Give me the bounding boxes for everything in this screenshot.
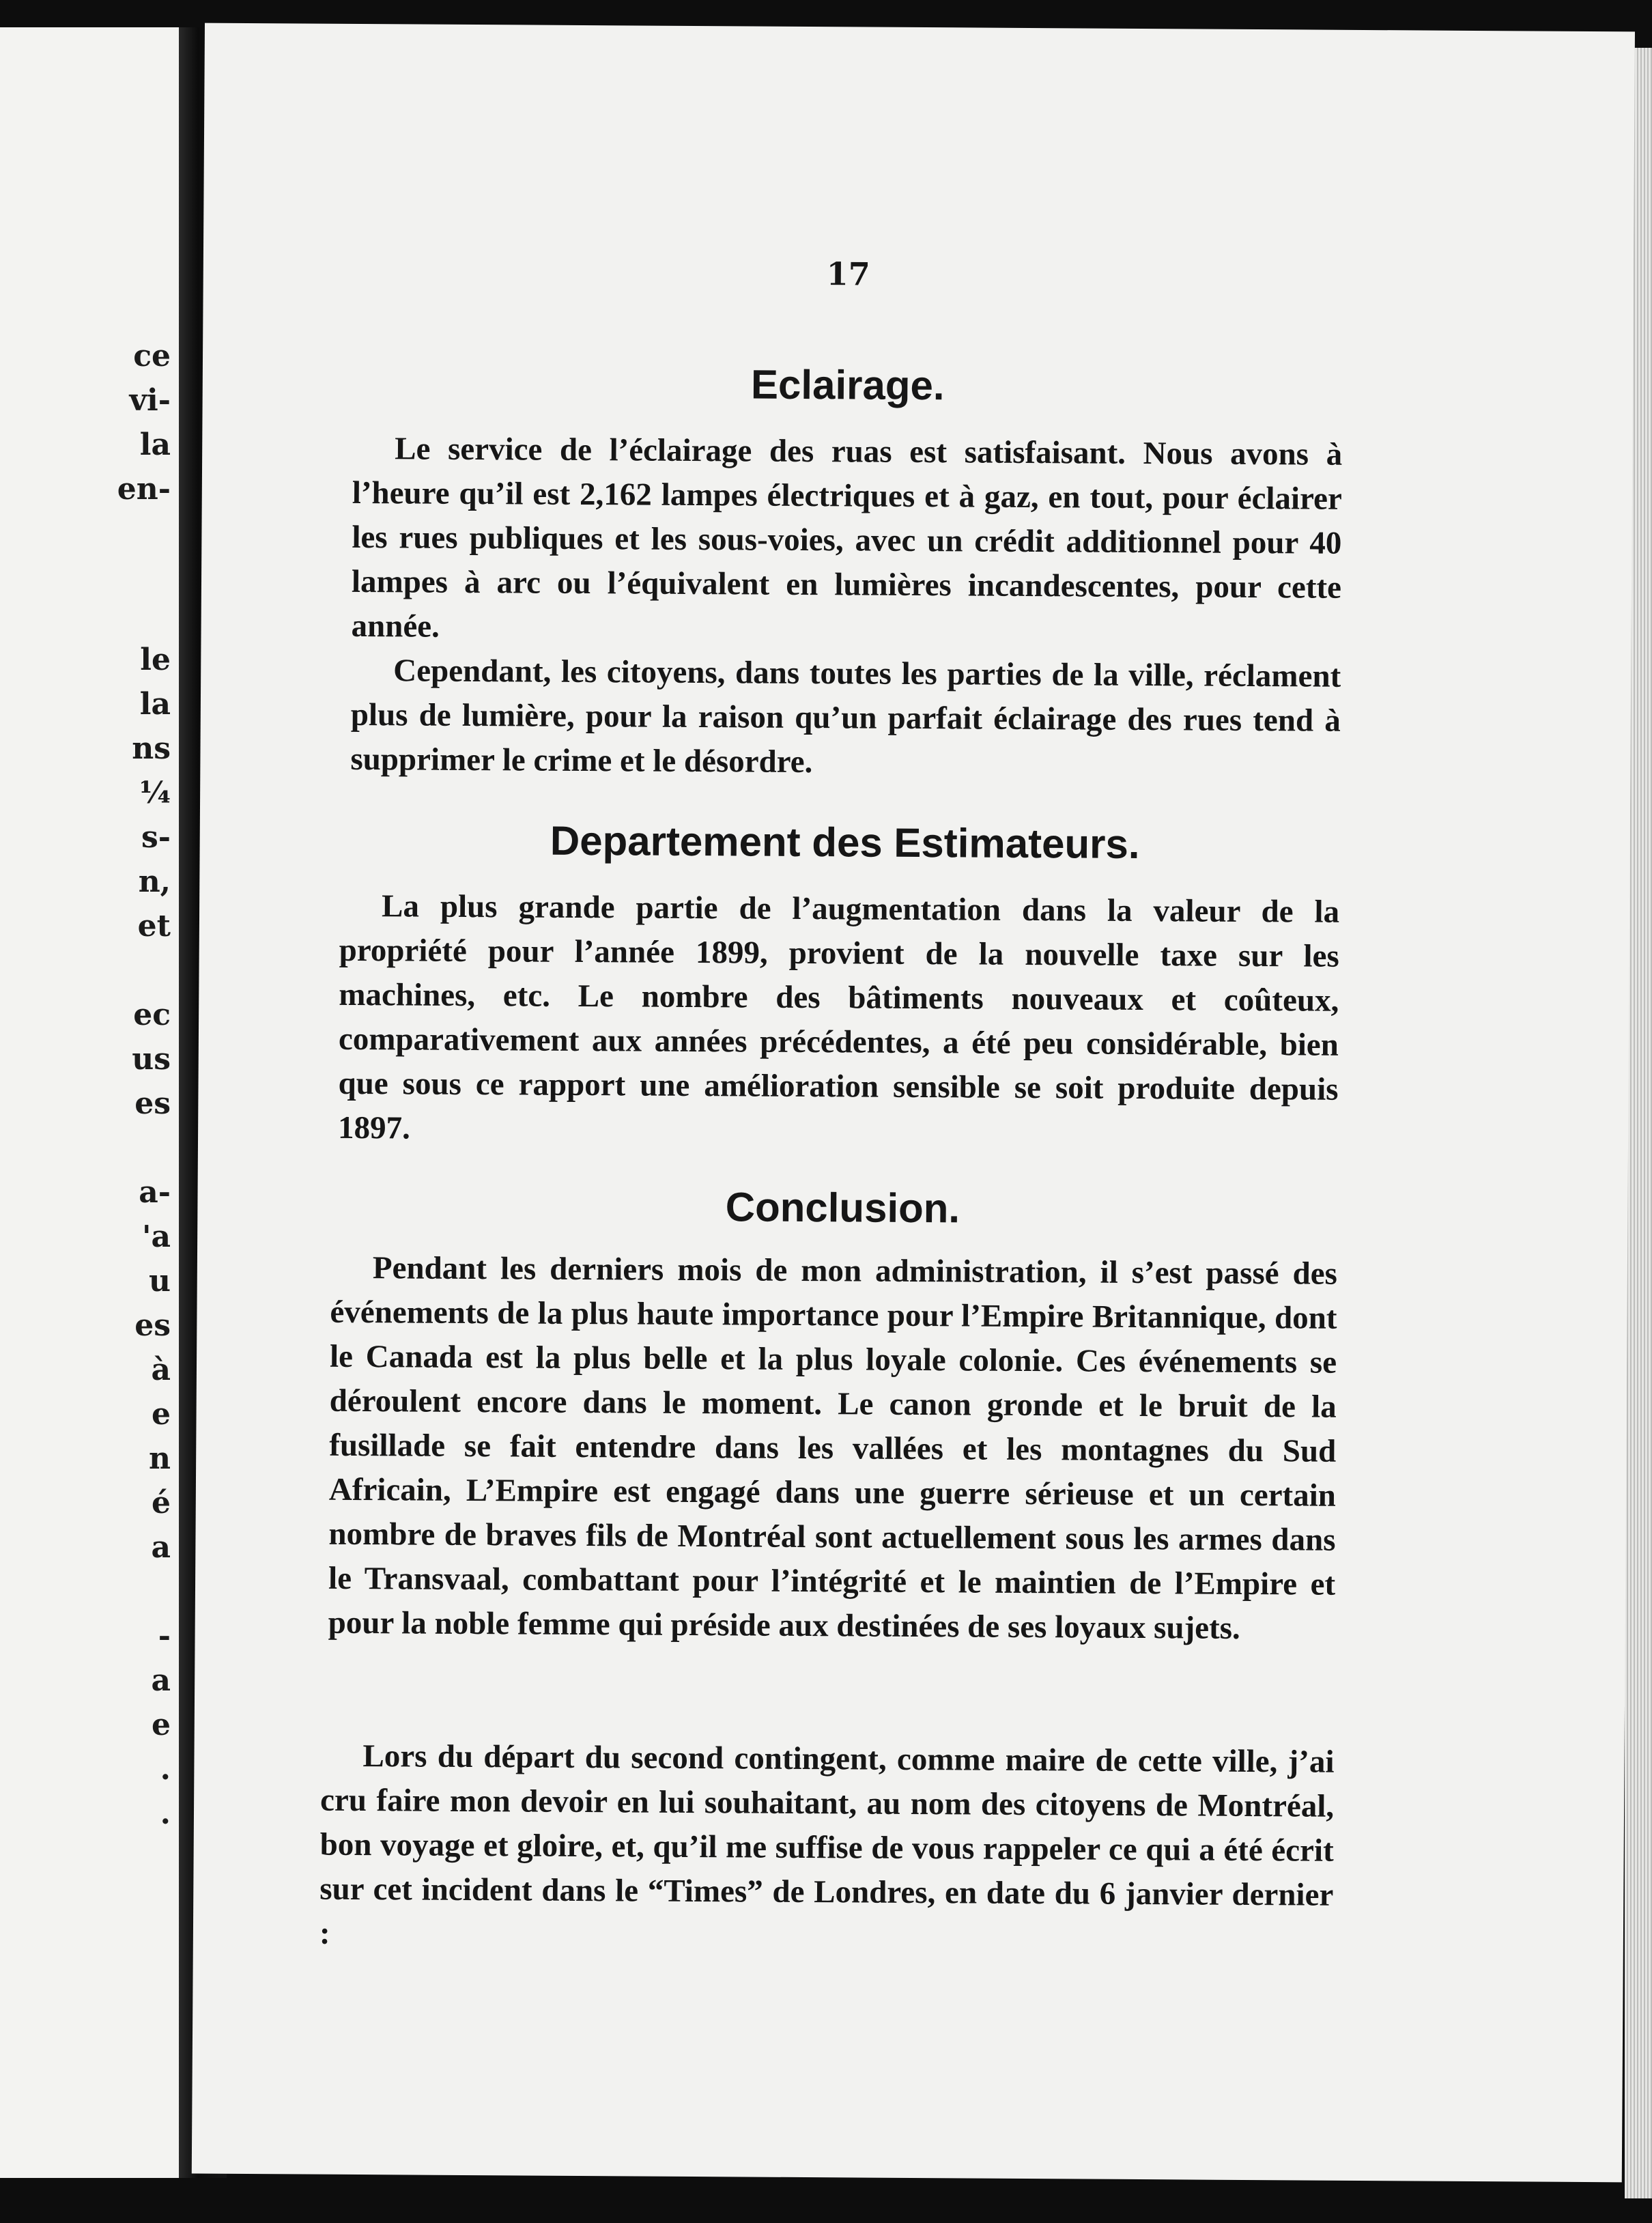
left-margin-fragment: la [139,687,171,722]
left-facing-page [0,27,179,2178]
left-margin-fragment: ns [132,731,171,766]
left-margin-fragment: ¼ [139,776,171,810]
left-margin-fragment: en- [117,472,171,507]
left-margin-fragment: a [151,1663,171,1698]
left-margin-fragment: us [132,1042,171,1077]
left-margin-fragment: n [149,1441,171,1476]
left-margin-fragment: et [137,909,171,944]
left-margin-fragment: vi- [129,383,171,418]
left-margin-fragment: 'a [142,1219,171,1254]
left-margin-fragment: le [140,642,171,677]
left-margin-fragment: s- [141,820,171,855]
section-heading-estimateurs: Departement des Estimateurs. [550,817,1140,867]
paragraph: Le service de l’éclairage des ruas est satisfaisant. Nous avons à l’heure qu’il est 2,162 lampes électriques et à gaz, en tout, pour éclairer les rues publiques et les sous-voies, avec un crédit additionnel pour 40 lampes à arc ou l’équivalent en lumières incandescentes, pour cette année. [351,431,1343,645]
left-margin-fragment: - [158,1619,171,1654]
left-margin-fragment: n, [138,864,171,899]
left-margin-fragment: es [134,1086,171,1121]
paragraph: Cependant, les citoyens, dans toutes les parties de la ville, réclament plus de lumière, pour la raison qu’un parfait éclairage des rues tend à supprimer le crime et le désordre. [350,653,1341,780]
left-margin-fragment: é [152,1486,171,1520]
left-margin-fragment: a [151,1530,171,1565]
left-margin-fragment: es [134,1308,171,1343]
left-margin-fragment: e [152,1397,171,1432]
left-margin-fragment: . [160,1752,171,1787]
left-margin-fragment: e [152,1708,171,1742]
left-margin-fragment: la [139,427,171,462]
page-number: 17 [826,255,870,293]
left-margin-fragment: a- [139,1175,171,1210]
left-margin-fragment: ec [133,997,171,1032]
left-margin-fragment: à [151,1353,171,1387]
document-page [192,23,1635,2183]
section-heading-eclairage: Eclairage. [750,361,945,409]
left-margin-fragment: ce [133,339,171,373]
left-margin-fragment: . [160,1796,171,1831]
paragraph: La plus grande partie de l’augmentation dans la valeur de la propriété pour l’année 1899, provient de la nouvelle taxe sur les machines, etc. Le nombre des bâtiments nouveaux et coûteux, comparativement aux années précédentes, a été peu considérable, bien que sous ce rapport une amélioration sensible se soit produite depuis 1897. [337,888,1340,1146]
paragraph: Pendant les derniers mois de mon administration, il s’est passé des événements de la plus haute importance pour l’Empire Britannique, dont le Canada est la plus belle et la plus loyale colonie. Ces événements se déroulent encore dans le moment. Le canon gronde et le bruit de la fusillade se fait entendre dans les vallées et les montagnes du Sud Africain, L’Empire est engagé dans une guerre sérieuse et un certain nombre de braves fils de Montréal sont actuellement sous les armes dans le Transvaal, combattant pour l’intégrité et le maintien de l’Empire et pour la noble femme qui préside aux destinées de ses loyaux sujets. [328,1250,1338,1646]
left-margin-fragment: u [149,1264,171,1299]
section-heading-conclusion: Conclusion. [725,1184,960,1232]
paragraph: Lors du départ du second contingent, comme maire de cette ville, j’ai cru faire mon devoir en lui souhaitant, au nom des citoyens de Montréal, bon voyage et gloire, et, qu’il me suffise de vous rappeler ce qui a été écrit sur cet incident dans le “Times” de Londres, en date du 6 janvier dernier : [319,1738,1335,1951]
